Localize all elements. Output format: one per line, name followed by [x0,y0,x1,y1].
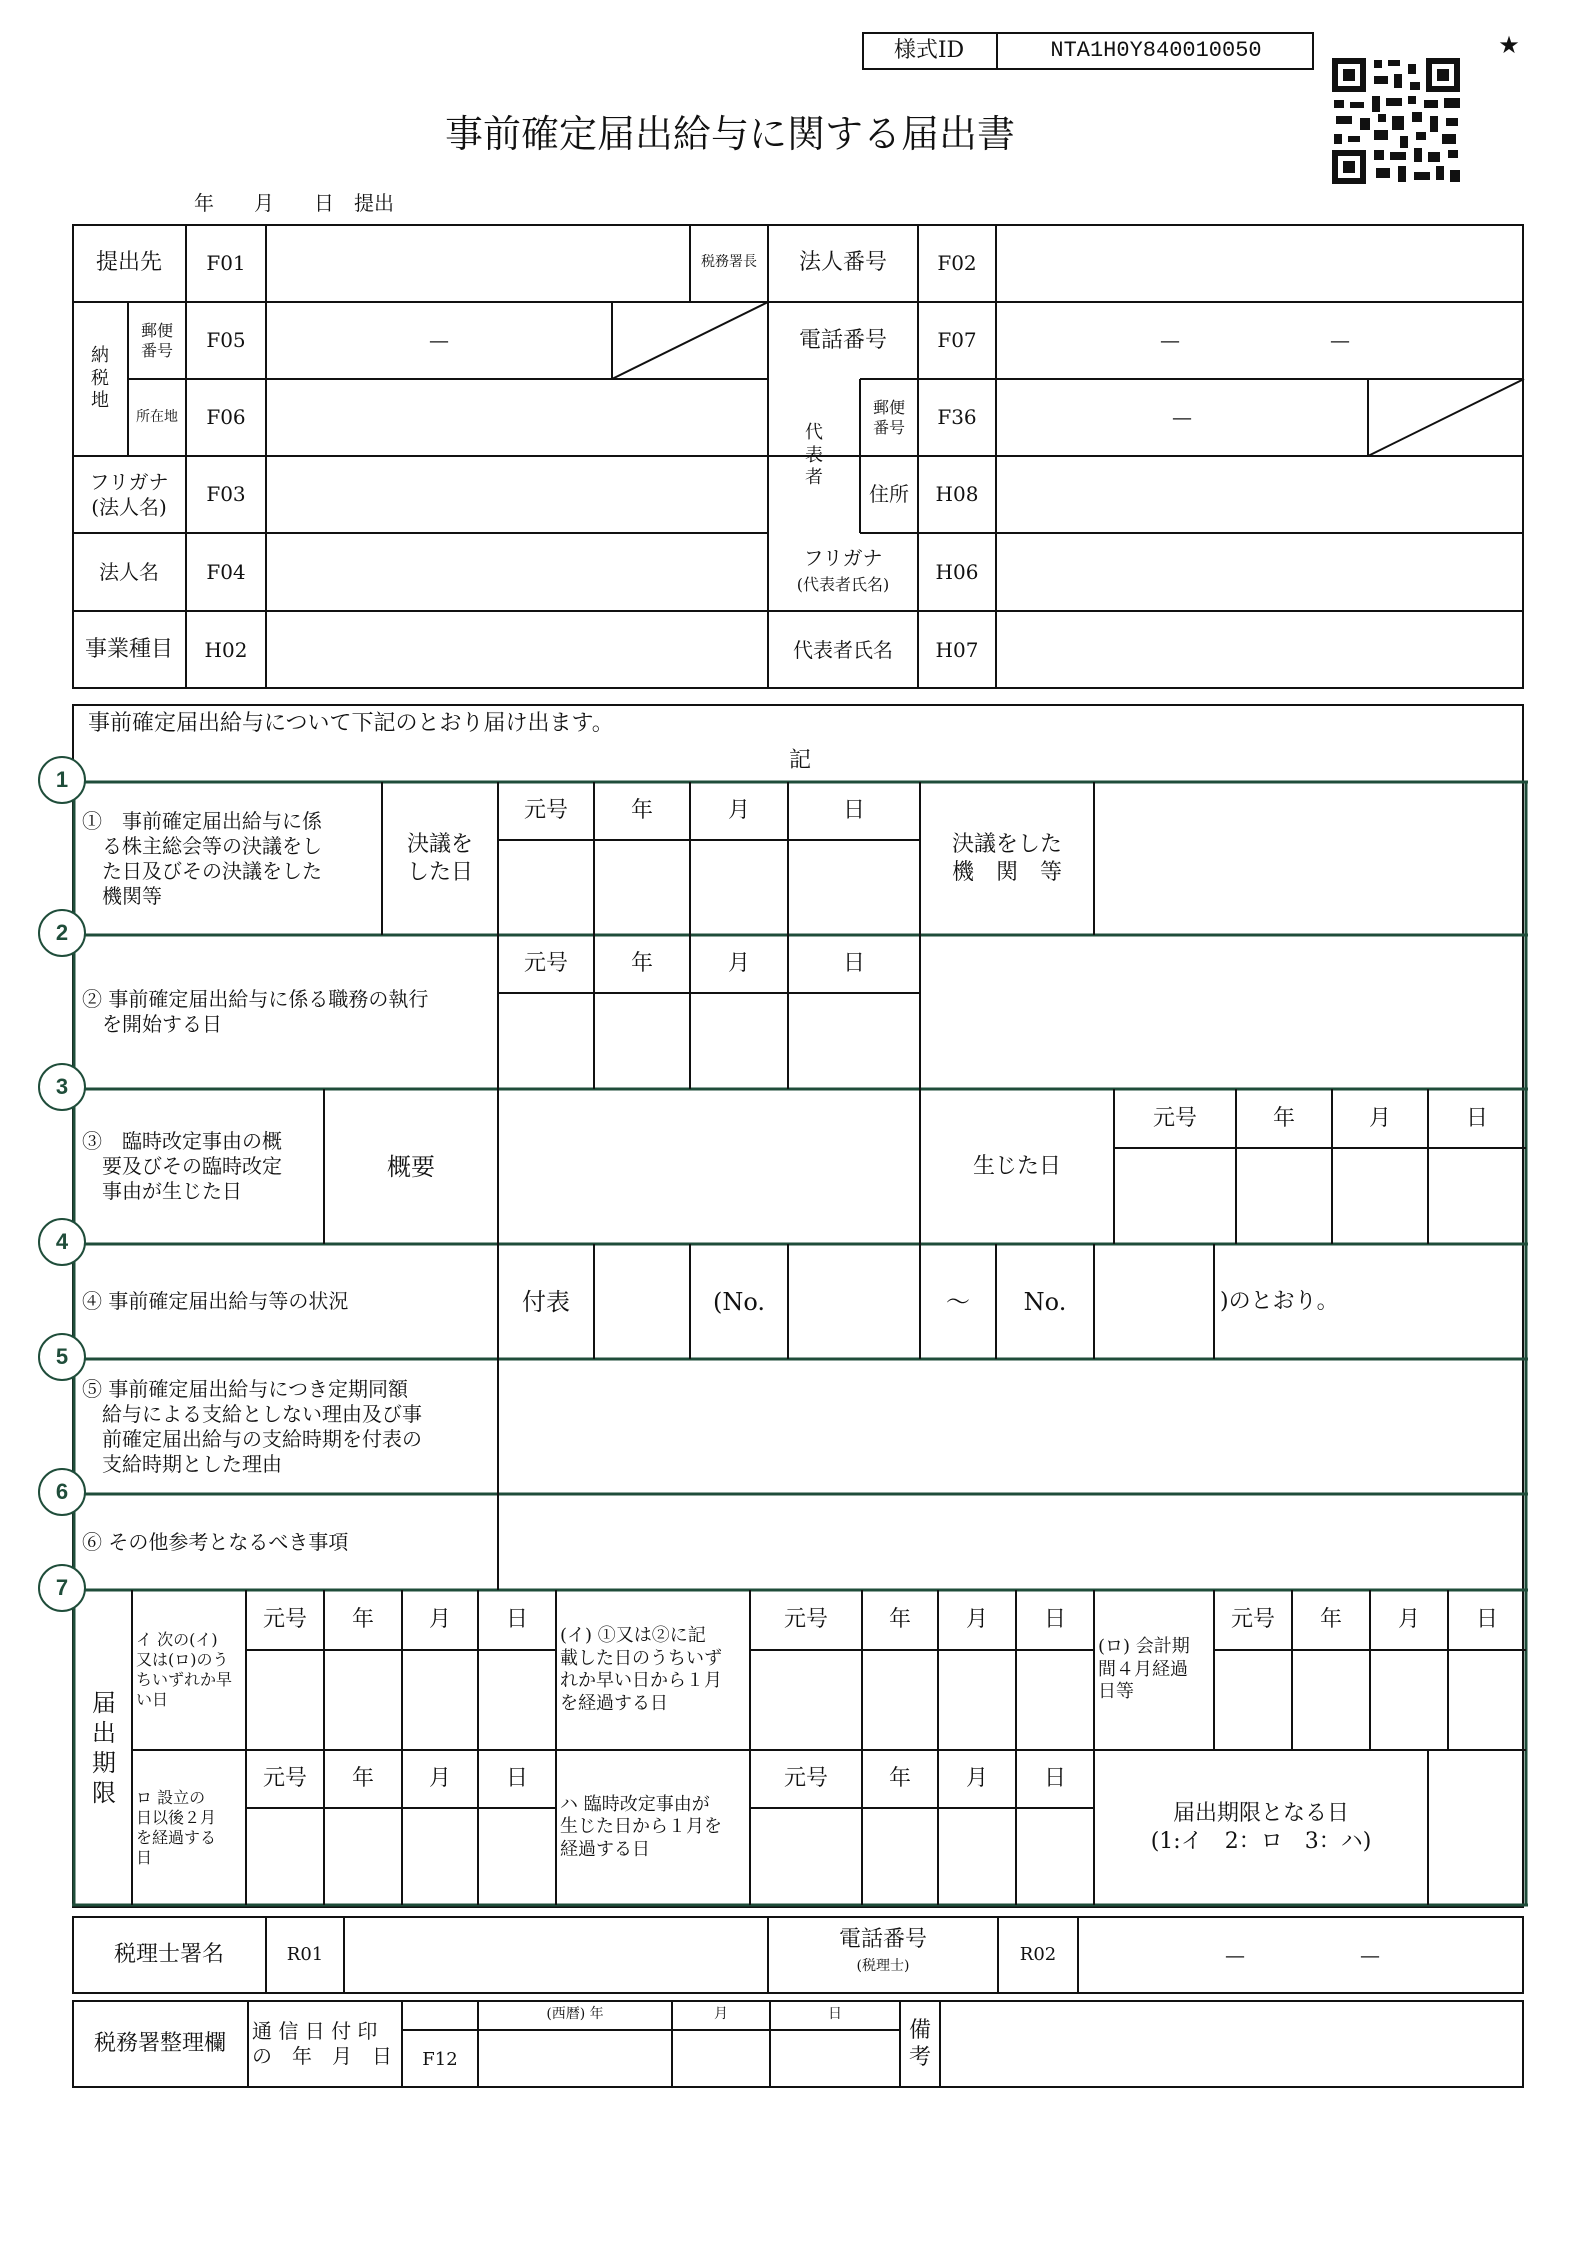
s2-gengo: 元号 [523,951,568,977]
label-daihyo-shimei: 代表者氏名 [793,637,893,662]
s7-ii-nen: 年 [888,1607,911,1633]
section-number-7: 7 [38,1564,86,1612]
label-seiriran: 税務署整理欄 [93,2031,226,2057]
s3-tsuki: 月 [1368,1105,1391,1131]
s7-i-gengo: 元号 [262,1607,307,1633]
biko-input[interactable] [942,2002,1522,2086]
label-denwa-zeirishi: 電話番号 [838,1927,927,1953]
field-code-r02: R02 [1019,1943,1057,1965]
field-code-f03: F03 [206,482,246,506]
label-jigyou-shumoku: 事業種目 [84,637,173,663]
field-code-h02: H02 [204,637,248,662]
s1-gengo: 元号 [523,798,568,824]
s7-i-hi: 日 [505,1607,528,1633]
star-mark: ★ [1498,31,1520,59]
s7-ha-tsuki: 月 [965,1766,988,1792]
field-code-f06: F06 [206,405,246,429]
form-id-value: NTA1H0Y840010050 [1050,38,1262,64]
s7-ro-hi: 日 [505,1766,528,1792]
s7-iro-hi: 日 [1475,1607,1498,1633]
s3-label: ③ 臨時改定事由の概 要及びその臨時改定 事由が生じた日 [82,1129,282,1203]
field-code-f12: F12 [422,2048,458,2070]
s3-nen: 年 [1272,1105,1295,1131]
field-code-r01: R01 [286,1943,324,1965]
label-biko: 備 考 [908,2017,931,2070]
s3-gengo: 元号 [1152,1105,1197,1131]
s7-kigen-label: 届 出 期 限 [92,1688,116,1807]
s7-ro-kaikei-label: (ロ) 会計期 間４月経過 日等 [1098,1636,1190,1703]
section-number-3: 3 [38,1063,86,1111]
s4-fuhyou: 付表 [522,1287,570,1316]
s7-ro-gengo: 元号 [262,1766,307,1792]
s7-ha-label: ハ 臨時改定事由が 生じた日から１月を 経過する日 [560,1793,722,1860]
s7-ii-gengo: 元号 [783,1607,828,1633]
intro-text: 事前確定届出給与について下記のとおり届け出ます。 [88,711,614,737]
s4-toori: )のとおり。 [1220,1288,1339,1314]
s7-ro-label: ロ 設立の 日以後２月 を経過する 日 [136,1787,217,1867]
form-id-label: 様式ID [893,38,965,64]
s4-no-open: (No. [712,1287,766,1316]
s4-tilde: ～ [946,1287,970,1316]
label-seireki-nen: (西暦) 年 [546,2006,604,2023]
label-zeimusho: 税務署長 [701,254,757,271]
field-code-f07: F07 [937,328,977,352]
field-code-f04: F04 [206,559,246,584]
label-yubin-bangou-2: 郵便 番号 [872,397,905,437]
section-number-6: 6 [38,1468,86,1516]
label-denwa-bangou: 電話番号 [798,327,887,353]
s3-hi: 日 [1465,1105,1488,1131]
s7-ha-gengo: 元号 [783,1766,828,1792]
s7-iro-gengo: 元号 [1230,1607,1275,1633]
s6-label: ⑥ その他参考となるべき事項 [82,1529,349,1554]
s7-ro-nen: 年 [351,1766,374,1792]
label-daihyosha: 代 表 者 [805,422,823,489]
s7-i-i-label: (イ) ①又は②に記 載した日のうちいず れか早い日から１月 を経過する日 [560,1625,722,1714]
s3-gaiyou-label: 概要 [387,1152,435,1181]
rep-postal-code-input[interactable]: — [1172,405,1192,429]
field-code-f02: F02 [937,250,977,275]
s2-nen: 年 [630,951,653,977]
label-furigana-daihyo: フリガナ [803,545,883,570]
s7-ha-nen: 年 [888,1766,911,1792]
label-shozaichi: 所在地 [136,408,178,425]
s1-label: ① 事前確定届出給与に係 る株主総会等の決議をし た日及びその決議をした 機関等 [82,808,322,908]
label-zeirishi: 税理士署名 [113,1942,224,1968]
tax-accountant-signature-input[interactable] [346,1918,766,1992]
s4-label: ④ 事前確定届出給与等の状況 [82,1289,349,1313]
field-code-f05: F05 [206,328,246,352]
section-number-2: 2 [38,909,86,957]
s7-ha-hi: 日 [1043,1766,1066,1792]
s2-label: ② 事前確定届出給与に係る職務の執行 を開始する日 [82,987,429,1036]
s2-hi: 日 [842,951,865,977]
s7-ii-tsuki: 月 [965,1607,988,1633]
label-office-tsuki: 月 [714,2006,728,2023]
s7-ii-hi: 日 [1043,1607,1066,1633]
label-tsushin: 通 信 日 付 印 の 年 月 日 [252,2019,392,2068]
s7-iro-tsuki: 月 [1397,1607,1420,1633]
s7-i-label: イ 次の(イ) 又は(ロ)のう ちいずれか早 い日 [136,1630,233,1709]
label-houjin-bangou: 法人番号 [798,250,887,276]
label-denwa-zeirishi-sub: (税理士) [856,1958,910,1975]
postal-code-input[interactable]: — [429,328,449,352]
s1-kikan-label: 決議をした 機 関 等 [951,832,1062,885]
s7-i-tsuki: 月 [428,1607,451,1633]
s2-tsuki: 月 [727,951,750,977]
label-office-hi: 日 [828,2006,842,2023]
page-title: 事前確定届出給与に関する届出書 [444,112,1015,157]
s1-hi: 日 [842,798,865,824]
tax-accountant-phone-dash-2[interactable]: — [1360,1942,1380,1967]
section-number-4: 4 [38,1218,86,1266]
s7-kigen-date-label: 届出期限となる日 (1:イ 2：ロ 3：ハ) [1150,1801,1372,1854]
s1-nen: 年 [630,798,653,824]
field-code-f36: F36 [937,405,977,429]
s7-iro-nen: 年 [1319,1607,1342,1633]
field-code-h06: H06 [935,559,979,584]
field-code-h07: H07 [935,637,979,662]
field-code-h08: H08 [935,482,979,506]
submission-date-line: 年 月 日 提出 [194,190,394,215]
phone-dash-1[interactable]: — [1160,328,1180,352]
s1-ketsugi-date-label: 決議を した日 [406,832,473,885]
field-code-f01: F01 [206,250,246,275]
s7-ro-tsuki: 月 [428,1766,451,1792]
s7-i-nen: 年 [351,1607,374,1633]
label-teishutsusaki: 提出先 [95,250,162,276]
section-number-1: 1 [38,756,86,804]
section-number-5: 5 [38,1333,86,1381]
s3-shoujita-label: 生じた日 [972,1153,1061,1179]
s1-tsuki: 月 [727,798,750,824]
label-yubin-bangou: 郵便 番号 [140,320,173,360]
tax-accountant-phone-dash-1[interactable]: — [1225,1942,1245,1967]
s5-label: ⑤ 事前確定届出給与につき定期同額 給与による支給としない理由及び事 前確定届出給与の支給時期を付表の 支給時期とした理由 [82,1376,422,1476]
label-furigana-daihyo-sub: (代表者氏名) [796,575,890,594]
label-furigana-houjin: フリガナ (法人名) [89,469,169,519]
s4-no: No. [1023,1287,1067,1316]
label-houjin-mei: 法人名 [99,559,159,584]
label-nouzeichi: 納 税 地 [91,345,109,412]
phone-dash-2[interactable]: — [1330,328,1350,352]
label-jusho: 住所 [869,482,909,506]
ki-text: 記 [788,748,811,774]
